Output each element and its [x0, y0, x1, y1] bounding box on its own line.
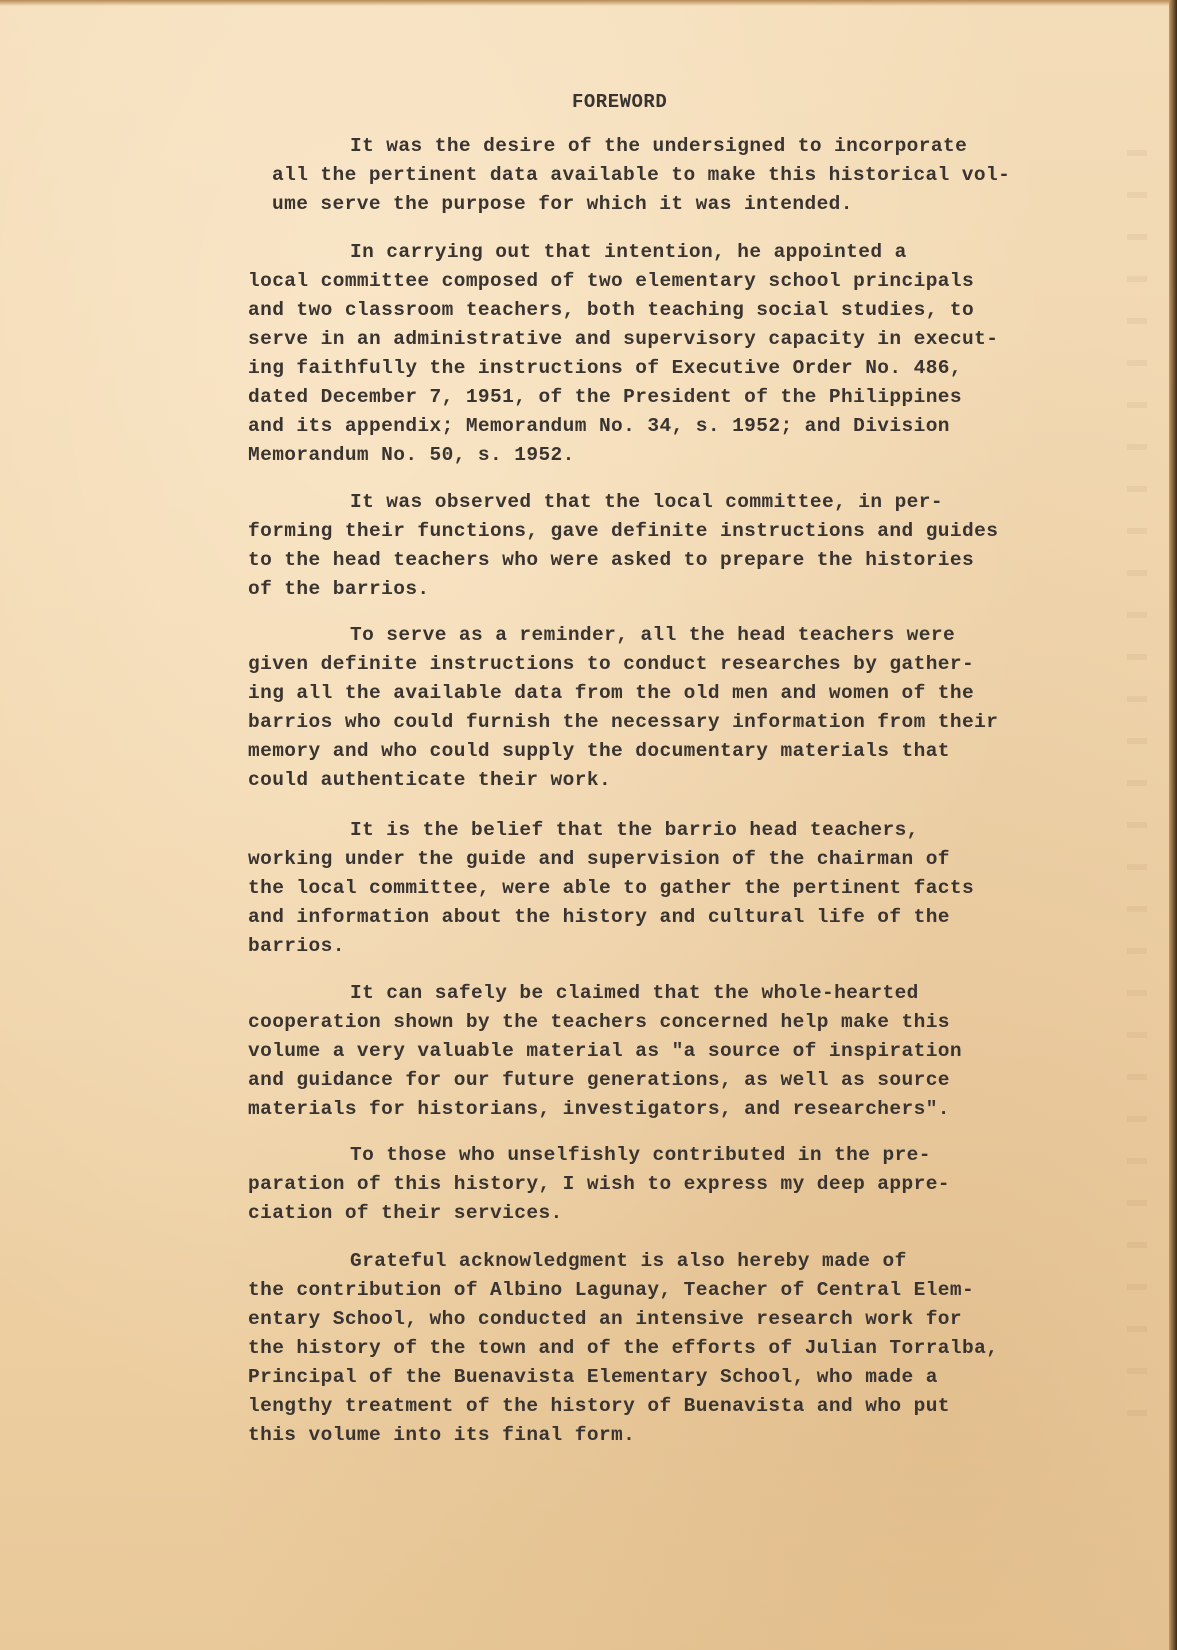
text-line: It is the belief that the barrio head teachers,: [350, 819, 919, 841]
text-line: cooperation shown by the teachers concerned help make this: [248, 1011, 950, 1033]
text-line: the local committee, were able to gather the pertinent facts: [248, 877, 975, 899]
text-line: working under the guide and supervision of the chairman of: [248, 848, 950, 870]
text-line: entary School, who conducted an intensive research work for: [248, 1308, 963, 1330]
text-line: of the barrios.: [248, 578, 430, 600]
text-line: To those who unselfishly contributed in the pre-: [350, 1144, 931, 1166]
text-line: volume a very valuable material as "a source of inspiration: [248, 1040, 963, 1062]
text-line: given definite instructions to conduct researches by gather-: [248, 653, 975, 675]
text-line: serve in an administrative and supervisory capacity in execut-: [248, 328, 999, 350]
text-line: In carrying out that intention, he appointed a: [350, 241, 907, 263]
text-line: ciation of their services.: [248, 1202, 563, 1224]
text-line: paration of this history, I wish to express my deep appre-: [248, 1173, 950, 1195]
text-line: memory and who could supply the documentary materials that: [248, 740, 950, 762]
text-line: ing all the available data from the old men and women of the: [248, 682, 975, 704]
text-line: Memorandum No. 50, s. 1952.: [248, 444, 575, 466]
text-line: Principal of the Buenavista Elementary School, who made a: [248, 1366, 938, 1388]
text-line: lengthy treatment of the history of Buenavista and who put: [248, 1395, 950, 1417]
text-line: barrios.: [248, 935, 345, 957]
text-line: and its appendix; Memorandum No. 34, s. 1952; and Division: [248, 415, 950, 437]
text-line: the contribution of Albino Lagunay, Teacher of Central Elem-: [248, 1279, 975, 1301]
text-line: and two classroom teachers, both teaching social studies, to: [248, 299, 975, 321]
bleed-through-marks: [1127, 150, 1147, 1450]
text-line: It was observed that the local committee, in per-: [350, 491, 943, 513]
page-top-shadow: [0, 0, 1177, 6]
text-line: materials for historians, investigators, and researchers".: [248, 1098, 950, 1120]
text-line: Grateful acknowledgment is also hereby made of: [350, 1250, 907, 1272]
text-line: forming their functions, gave definite instructions and guides: [248, 520, 999, 542]
text-line: It was the desire of the undersigned to incorporate: [350, 135, 968, 157]
text-line: could authenticate their work.: [248, 769, 612, 791]
text-line: and information about the history and cultural life of the: [248, 906, 950, 928]
text-line: dated December 7, 1951, of the President of the Philippines: [248, 386, 963, 408]
text-line: to the head teachers who were asked to prepare the histories: [248, 549, 975, 571]
text-line: ume serve the purpose for which it was intended.: [272, 193, 853, 215]
text-line: To serve as a reminder, all the head teachers were: [350, 624, 956, 646]
text-line: ing faithfully the instructions of Executive Order No. 486,: [248, 357, 963, 379]
document-title: FOREWORD: [572, 91, 668, 113]
text-line: this volume into its final form.: [248, 1424, 636, 1446]
text-line: and guidance for our future generations, as well as source: [248, 1069, 950, 1091]
text-line: barrios who could furnish the necessary information from their: [248, 711, 999, 733]
text-line: the history of the town and of the efforts of Julian Torralba,: [248, 1337, 999, 1359]
text-line: It can safely be claimed that the whole-hearted: [350, 982, 919, 1004]
text-line: local committee composed of two elementary school principals: [248, 270, 975, 292]
page-right-edge: [1169, 0, 1177, 1650]
text-line: all the pertinent data available to make this historical vol-: [272, 164, 1011, 186]
